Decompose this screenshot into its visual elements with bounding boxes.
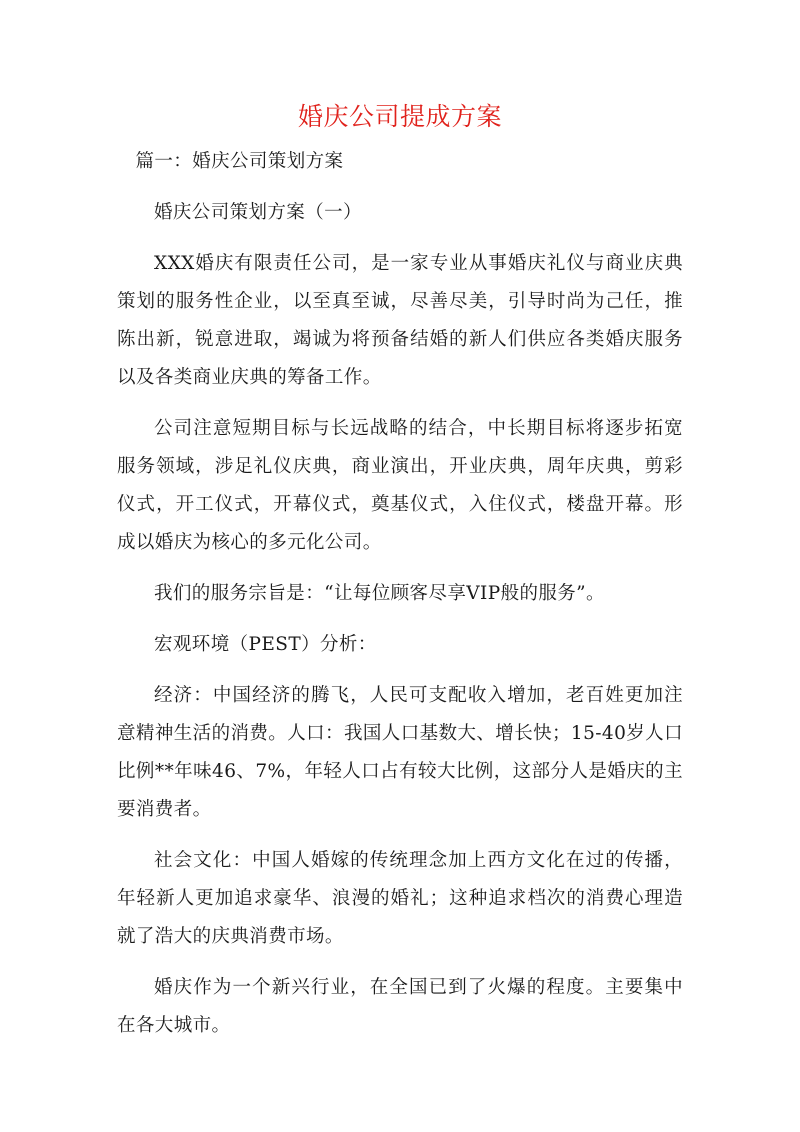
paragraph: 我们的服务宗旨是：“让每位顾客尽享VIP般的服务”。 (154, 583, 605, 604)
paragraph: 公司注意短期目标与长远战略的结合，中长期目标将逐步拓宽服务领域，涉足礼仪庆典，商业演出，开业庆典，周年庆典，剪彩仪式，开工仪式，开幕仪式，奠基仪式，入住仪式，楼盘开幕。形成以婚庆为核心的多元化公司。 (117, 418, 683, 553)
paragraph: 社会文化：中国人婚嫁的传统理念加上西方文化在过的传播，年轻新人更加追求豪华、浪漫的婚礼；这种追求档次的消费心理造就了浩大的庆典消费市场。 (117, 850, 683, 947)
paragraph: XXX婚庆有限责任公司，是一家专业从事婚庆礼仪与商业庆典策划的服务性企业，以至真至诚，尽善尽美，引导时尚为己任，推陈出新，锐意进取，竭诚为将预备结婚的新人们供应各类婚庆服务以及各类商业庆典的筹备工作。 (117, 253, 683, 388)
document-title: 婚庆公司提成方案 (297, 102, 502, 131)
sub-heading: 婚庆公司策划方案（一） (154, 202, 362, 223)
paragraph: 宏观环境（PEST）分析： (154, 634, 377, 655)
paragraph: 经济：中国经济的腾飞，人民可支配收入增加，老百姓更加注意精神生活的消费。人口：我国人口基数大、增长快；15-40岁人口比例**年味46、7%，年轻人口占有较大比例，这部分人是婚庆的主要消费者。 (117, 685, 683, 820)
section-heading: 篇一：婚庆公司策划方案 (135, 151, 344, 172)
paragraph: 婚庆作为一个新兴行业，在全国已到了火爆的程度。主要集中在各大城市。 (117, 977, 683, 1036)
document-body (117, 143, 683, 1058)
